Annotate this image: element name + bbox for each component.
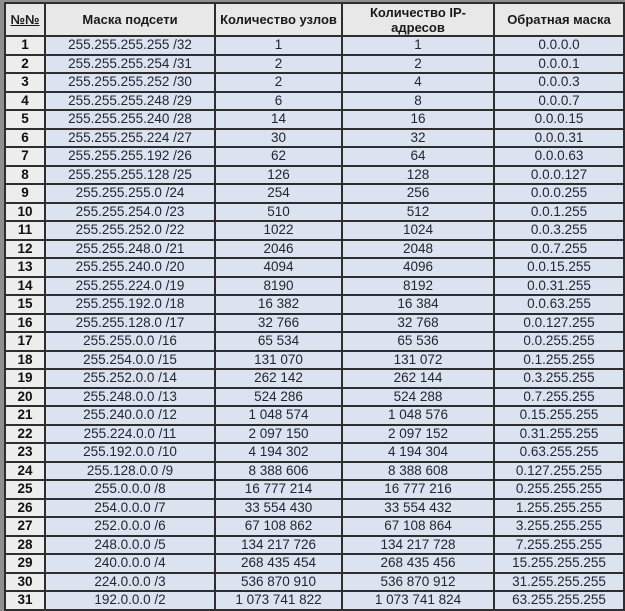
table-row — [5, 36, 624, 55]
ip-count-cell: 512 — [342, 203, 494, 222]
row-number-cell: 18 — [5, 351, 45, 370]
row-number-cell: 27 — [5, 517, 45, 536]
subnet-mask-cell: 255.255.128.0 /17 — [45, 314, 215, 333]
wildcard-mask-cell: 0.0.0.1 — [494, 55, 624, 74]
row-number-cell: 23 — [5, 443, 45, 462]
wildcard-mask-cell: 0.31.255.255 — [494, 425, 624, 444]
ip-count-cell: 128 — [342, 166, 494, 185]
table-row — [5, 110, 624, 129]
hosts-count-cell: 254 — [215, 184, 342, 203]
ip-count-cell: 32 — [342, 129, 494, 148]
wildcard-mask-cell: 0.255.255.255 — [494, 480, 624, 499]
row-number-cell: 7 — [5, 147, 45, 166]
table-row — [5, 129, 624, 148]
row-number-cell: 11 — [5, 221, 45, 240]
ip-count-cell: 4 — [342, 73, 494, 92]
row-number-cell: 4 — [5, 92, 45, 111]
subnet-mask-cell: 255.252.0.0 /14 — [45, 369, 215, 388]
table-row — [5, 554, 624, 573]
ip-count-cell: 33 554 432 — [342, 499, 494, 518]
table-row — [5, 277, 624, 296]
wildcard-mask-cell: 3.255.255.255 — [494, 517, 624, 536]
table-row — [5, 184, 624, 203]
table-row — [5, 55, 624, 74]
row-number-cell: 26 — [5, 499, 45, 518]
row-number-cell: 1 — [5, 36, 45, 55]
subnet-mask-cell: 248.0.0.0 /5 — [45, 536, 215, 555]
wildcard-mask-cell: 0.0.127.255 — [494, 314, 624, 333]
ip-count-cell: 67 108 864 — [342, 517, 494, 536]
hosts-count-cell: 4094 — [215, 258, 342, 277]
subnet-mask-cell: 255.255.255.240 /28 — [45, 110, 215, 129]
table-row — [5, 369, 624, 388]
hosts-count-cell: 2 — [215, 55, 342, 74]
hosts-count-cell: 30 — [215, 129, 342, 148]
row-number-cell: 29 — [5, 554, 45, 573]
subnet-mask-cell: 255.255.192.0 /18 — [45, 295, 215, 314]
subnet-mask-cell: 255.255.255.255 /32 — [45, 36, 215, 55]
subnet-mask-cell: 255.255.255.254 /31 — [45, 55, 215, 74]
table-row — [5, 258, 624, 277]
wildcard-mask-cell: 0.7.255.255 — [494, 388, 624, 407]
column-header-number: №№ — [5, 3, 45, 36]
wildcard-mask-cell: 0.0.0.7 — [494, 92, 624, 111]
row-number-cell: 5 — [5, 110, 45, 129]
table-body — [5, 36, 624, 610]
ip-count-cell: 16 384 — [342, 295, 494, 314]
hosts-count-cell: 16 382 — [215, 295, 342, 314]
hosts-count-cell: 62 — [215, 147, 342, 166]
subnet-mask-cell: 192.0.0.0 /2 — [45, 591, 215, 610]
hosts-count-cell: 131 070 — [215, 351, 342, 370]
ip-count-cell: 1 048 576 — [342, 406, 494, 425]
wildcard-mask-cell: 0.0.0.63 — [494, 147, 624, 166]
subnet-mask-cell: 240.0.0.0 /4 — [45, 554, 215, 573]
subnet-mask-cell: 255.128.0.0 /9 — [45, 462, 215, 481]
hosts-count-cell: 536 870 910 — [215, 573, 342, 592]
ip-count-cell: 2048 — [342, 240, 494, 259]
ip-count-cell: 524 288 — [342, 388, 494, 407]
wildcard-mask-cell: 15.255.255.255 — [494, 554, 624, 573]
hosts-count-cell: 8 388 606 — [215, 462, 342, 481]
wildcard-mask-cell: 0.0.0.255 — [494, 184, 624, 203]
table-row — [5, 388, 624, 407]
ip-count-cell: 32 768 — [342, 314, 494, 333]
ip-count-cell: 4 194 304 — [342, 443, 494, 462]
hosts-count-cell: 8190 — [215, 277, 342, 296]
hosts-count-cell: 33 554 430 — [215, 499, 342, 518]
hosts-count-cell: 14 — [215, 110, 342, 129]
subnet-mask-cell: 255.192.0.0 /10 — [45, 443, 215, 462]
table-row — [5, 295, 624, 314]
wildcard-mask-cell: 0.0.255.255 — [494, 332, 624, 351]
hosts-count-cell: 268 435 454 — [215, 554, 342, 573]
subnet-mask-cell: 255.255.255.248 /29 — [45, 92, 215, 111]
ip-count-cell: 8 388 608 — [342, 462, 494, 481]
ip-count-cell: 131 072 — [342, 351, 494, 370]
hosts-count-cell: 1 073 741 822 — [215, 591, 342, 610]
hosts-count-cell: 126 — [215, 166, 342, 185]
subnet-mask-cell: 255.255.224.0 /19 — [45, 277, 215, 296]
subnet-mask-cell: 255.255.240.0 /20 — [45, 258, 215, 277]
subnet-mask-cell: 255.255.0.0 /16 — [45, 332, 215, 351]
hosts-count-cell: 524 286 — [215, 388, 342, 407]
table-row — [5, 314, 624, 333]
hosts-count-cell: 134 217 726 — [215, 536, 342, 555]
row-number-cell: 9 — [5, 184, 45, 203]
row-number-cell: 10 — [5, 203, 45, 222]
wildcard-mask-cell: 63.255.255.255 — [494, 591, 624, 610]
table-row — [5, 406, 624, 425]
wildcard-mask-cell: 1.255.255.255 — [494, 499, 624, 518]
table-row — [5, 351, 624, 370]
ip-count-cell: 2 097 152 — [342, 425, 494, 444]
subnet-mask-cell: 255.255.255.192 /26 — [45, 147, 215, 166]
hosts-count-cell: 262 142 — [215, 369, 342, 388]
table-row — [5, 203, 624, 222]
wildcard-mask-cell: 0.0.15.255 — [494, 258, 624, 277]
table-row — [5, 240, 624, 259]
ip-count-cell: 16 — [342, 110, 494, 129]
hosts-count-cell: 67 108 862 — [215, 517, 342, 536]
wildcard-mask-cell: 0.0.0.31 — [494, 129, 624, 148]
subnet-mask-cell: 255.255.254.0 /23 — [45, 203, 215, 222]
hosts-count-cell: 65 534 — [215, 332, 342, 351]
table-row — [5, 499, 624, 518]
wildcard-mask-cell: 0.0.0.15 — [494, 110, 624, 129]
subnet-mask-cell: 254.0.0.0 /7 — [45, 499, 215, 518]
ip-count-cell: 262 144 — [342, 369, 494, 388]
wildcard-mask-cell: 0.0.7.255 — [494, 240, 624, 259]
table-row — [5, 517, 624, 536]
subnet-mask-cell: 255.255.248.0 /21 — [45, 240, 215, 259]
hosts-count-cell: 32 766 — [215, 314, 342, 333]
ip-count-cell: 1024 — [342, 221, 494, 240]
wildcard-mask-cell: 0.127.255.255 — [494, 462, 624, 481]
table-row — [5, 332, 624, 351]
subnet-mask-cell: 255.224.0.0 /11 — [45, 425, 215, 444]
subnet-mask-cell: 255.255.255.128 /25 — [45, 166, 215, 185]
ip-count-cell: 256 — [342, 184, 494, 203]
row-number-cell: 2 — [5, 55, 45, 74]
subnet-mask-cell: 255.240.0.0 /12 — [45, 406, 215, 425]
wildcard-mask-cell: 0.1.255.255 — [494, 351, 624, 370]
subnet-mask-table — [4, 2, 625, 611]
ip-count-cell: 536 870 912 — [342, 573, 494, 592]
wildcard-mask-cell: 0.0.0.127 — [494, 166, 624, 185]
hosts-count-cell: 1 048 574 — [215, 406, 342, 425]
subnet-mask-cell: 252.0.0.0 /6 — [45, 517, 215, 536]
table-header — [5, 3, 624, 36]
table-row — [5, 147, 624, 166]
subnet-mask-cell: 255.255.255.224 /27 — [45, 129, 215, 148]
column-header-ip-count: Количество IP-адресов — [342, 3, 494, 36]
wildcard-mask-cell: 0.0.0.0 — [494, 36, 624, 55]
subnet-mask-cell: 255.255.255.0 /24 — [45, 184, 215, 203]
wildcard-mask-cell: 31.255.255.255 — [494, 573, 624, 592]
row-number-cell: 21 — [5, 406, 45, 425]
column-header-subnet-mask: Маска подсети — [45, 3, 215, 36]
row-number-cell: 14 — [5, 277, 45, 296]
table-row — [5, 443, 624, 462]
subnet-mask-cell: 255.0.0.0 /8 — [45, 480, 215, 499]
subnet-mask-cell: 255.255.252.0 /22 — [45, 221, 215, 240]
wildcard-mask-cell: 0.0.0.3 — [494, 73, 624, 92]
hosts-count-cell: 2 — [215, 73, 342, 92]
hosts-count-cell: 1022 — [215, 221, 342, 240]
row-number-cell: 13 — [5, 258, 45, 277]
ip-count-cell: 8 — [342, 92, 494, 111]
wildcard-mask-cell: 0.63.255.255 — [494, 443, 624, 462]
table-row — [5, 425, 624, 444]
ip-count-cell: 2 — [342, 55, 494, 74]
column-header-wildcard-mask: Обратная маска — [494, 3, 624, 36]
hosts-count-cell: 2 097 150 — [215, 425, 342, 444]
row-number-cell: 22 — [5, 425, 45, 444]
row-number-cell: 28 — [5, 536, 45, 555]
hosts-count-cell: 6 — [215, 92, 342, 111]
table-row — [5, 462, 624, 481]
ip-count-cell: 1 073 741 824 — [342, 591, 494, 610]
ip-count-cell: 65 536 — [342, 332, 494, 351]
wildcard-mask-cell: 7.255.255.255 — [494, 536, 624, 555]
row-number-cell: 16 — [5, 314, 45, 333]
ip-count-cell: 64 — [342, 147, 494, 166]
row-number-cell: 25 — [5, 480, 45, 499]
table-row — [5, 221, 624, 240]
table-row — [5, 591, 624, 610]
ip-count-cell: 8192 — [342, 277, 494, 296]
table-row — [5, 92, 624, 111]
table-row — [5, 573, 624, 592]
ip-count-cell: 16 777 216 — [342, 480, 494, 499]
row-number-cell: 15 — [5, 295, 45, 314]
subnet-table-container — [4, 2, 611, 607]
hosts-count-cell: 2046 — [215, 240, 342, 259]
subnet-mask-cell: 255.248.0.0 /13 — [45, 388, 215, 407]
ip-count-cell: 134 217 728 — [342, 536, 494, 555]
row-number-cell: 20 — [5, 388, 45, 407]
row-number-cell: 8 — [5, 166, 45, 185]
ip-count-cell: 1 — [342, 36, 494, 55]
row-number-cell: 24 — [5, 462, 45, 481]
table-row — [5, 73, 624, 92]
hosts-count-cell: 510 — [215, 203, 342, 222]
table-row — [5, 166, 624, 185]
row-number-cell: 12 — [5, 240, 45, 259]
row-number-cell: 30 — [5, 573, 45, 592]
subnet-mask-cell: 224.0.0.0 /3 — [45, 573, 215, 592]
ip-count-cell: 268 435 456 — [342, 554, 494, 573]
row-number-cell: 19 — [5, 369, 45, 388]
wildcard-mask-cell: 0.15.255.255 — [494, 406, 624, 425]
column-header-hosts-count: Количество узлов — [215, 3, 342, 36]
subnet-mask-cell: 255.254.0.0 /15 — [45, 351, 215, 370]
wildcard-mask-cell: 0.0.1.255 — [494, 203, 624, 222]
header-row — [5, 3, 624, 36]
wildcard-mask-cell: 0.3.255.255 — [494, 369, 624, 388]
row-number-cell: 6 — [5, 129, 45, 148]
hosts-count-cell: 1 — [215, 36, 342, 55]
ip-count-cell: 4096 — [342, 258, 494, 277]
wildcard-mask-cell: 0.0.63.255 — [494, 295, 624, 314]
wildcard-mask-cell: 0.0.31.255 — [494, 277, 624, 296]
subnet-mask-cell: 255.255.255.252 /30 — [45, 73, 215, 92]
hosts-count-cell: 16 777 214 — [215, 480, 342, 499]
row-number-cell: 17 — [5, 332, 45, 351]
table-row — [5, 480, 624, 499]
row-number-cell: 3 — [5, 73, 45, 92]
wildcard-mask-cell: 0.0.3.255 — [494, 221, 624, 240]
row-number-cell: 31 — [5, 591, 45, 610]
table-row — [5, 536, 624, 555]
hosts-count-cell: 4 194 302 — [215, 443, 342, 462]
